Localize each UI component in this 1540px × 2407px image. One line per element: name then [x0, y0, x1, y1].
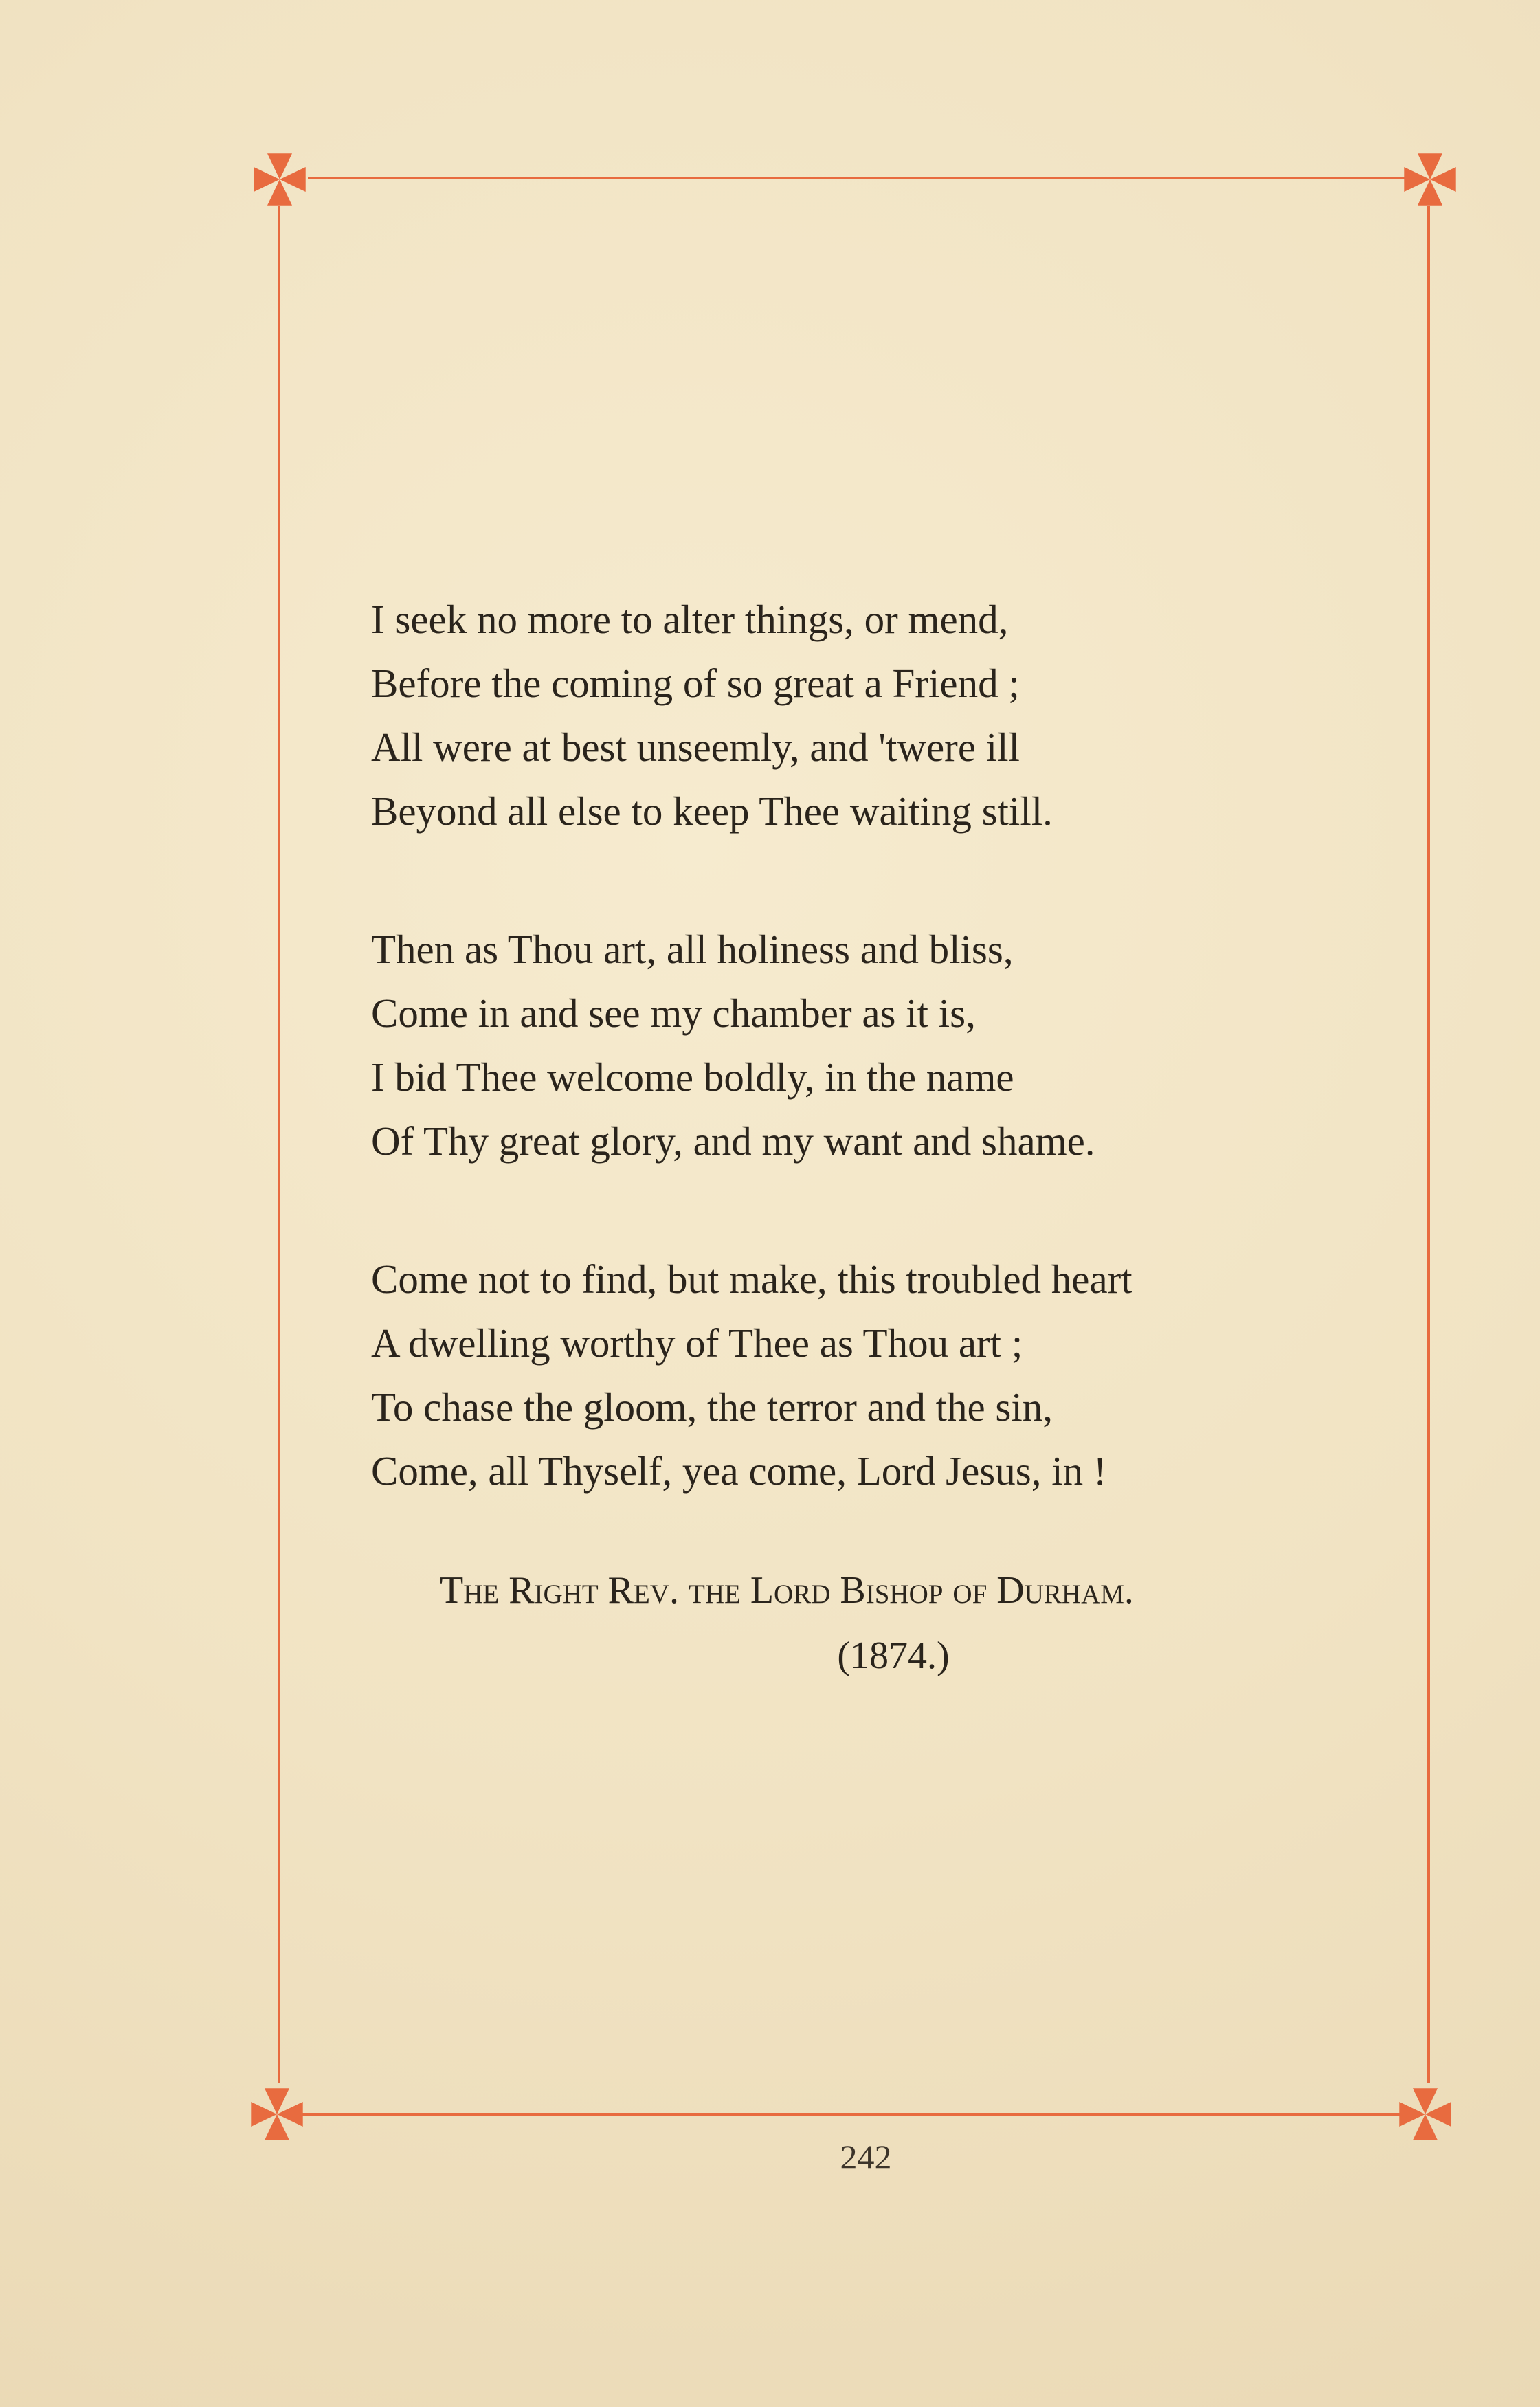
poem-line: I seek no more to alter things, or mend, — [371, 597, 1009, 642]
maltese-cross-icon — [252, 151, 308, 208]
frame-right-rule — [1427, 206, 1430, 2083]
frame-top-rule — [308, 177, 1407, 179]
poem-line: Come, all Thyself, yea come, Lord Jesus, in ! — [371, 1448, 1107, 1494]
stanza-3 — [371, 1247, 1402, 1503]
page-number: 242 — [840, 2138, 892, 2176]
maltese-cross-icon-svg — [1397, 2086, 1453, 2142]
poem-line: Beyond all else to keep Thee waiting still. — [371, 788, 1053, 834]
poem-line: Then as Thou art, all holiness and bliss, — [371, 927, 1014, 972]
attribution-year: (1874.) — [837, 1634, 950, 1677]
poem-line: A dwelling worthy of Thee as Thou art ; — [371, 1320, 1023, 1366]
poem-line: Come in and see my chamber as it is, — [371, 990, 976, 1036]
attribution-author: The Right Rev. the Lord Bishop of Durham. — [440, 1569, 1134, 1612]
maltese-cross-icon-svg — [249, 2086, 305, 2142]
stanza-2 — [371, 918, 1402, 1173]
maltese-cross-icon — [1402, 151, 1458, 208]
maltese-cross-icon — [249, 2086, 305, 2142]
poem-line: All were at best unseemly, and 'twere ill — [371, 724, 1020, 770]
poem-line: Come not to find, but make, this troubled heart — [371, 1256, 1132, 1302]
poem-line: Of Thy great glory, and my want and shame. — [371, 1118, 1095, 1164]
poem-line: Before the coming of so great a Friend ; — [371, 661, 1020, 706]
frame-bottom-rule — [302, 2113, 1403, 2116]
poem-line: To chase the gloom, the terror and the sin, — [371, 1384, 1053, 1430]
stanza-1 — [371, 588, 1402, 843]
poem-line: I bid Thee welcome boldly, in the name — [371, 1054, 1014, 1100]
maltese-cross-icon-svg — [1402, 151, 1458, 208]
frame-left-rule — [278, 206, 280, 2083]
maltese-cross-icon — [1397, 2086, 1453, 2142]
maltese-cross-icon-svg — [252, 151, 308, 208]
poem — [371, 588, 1402, 1503]
